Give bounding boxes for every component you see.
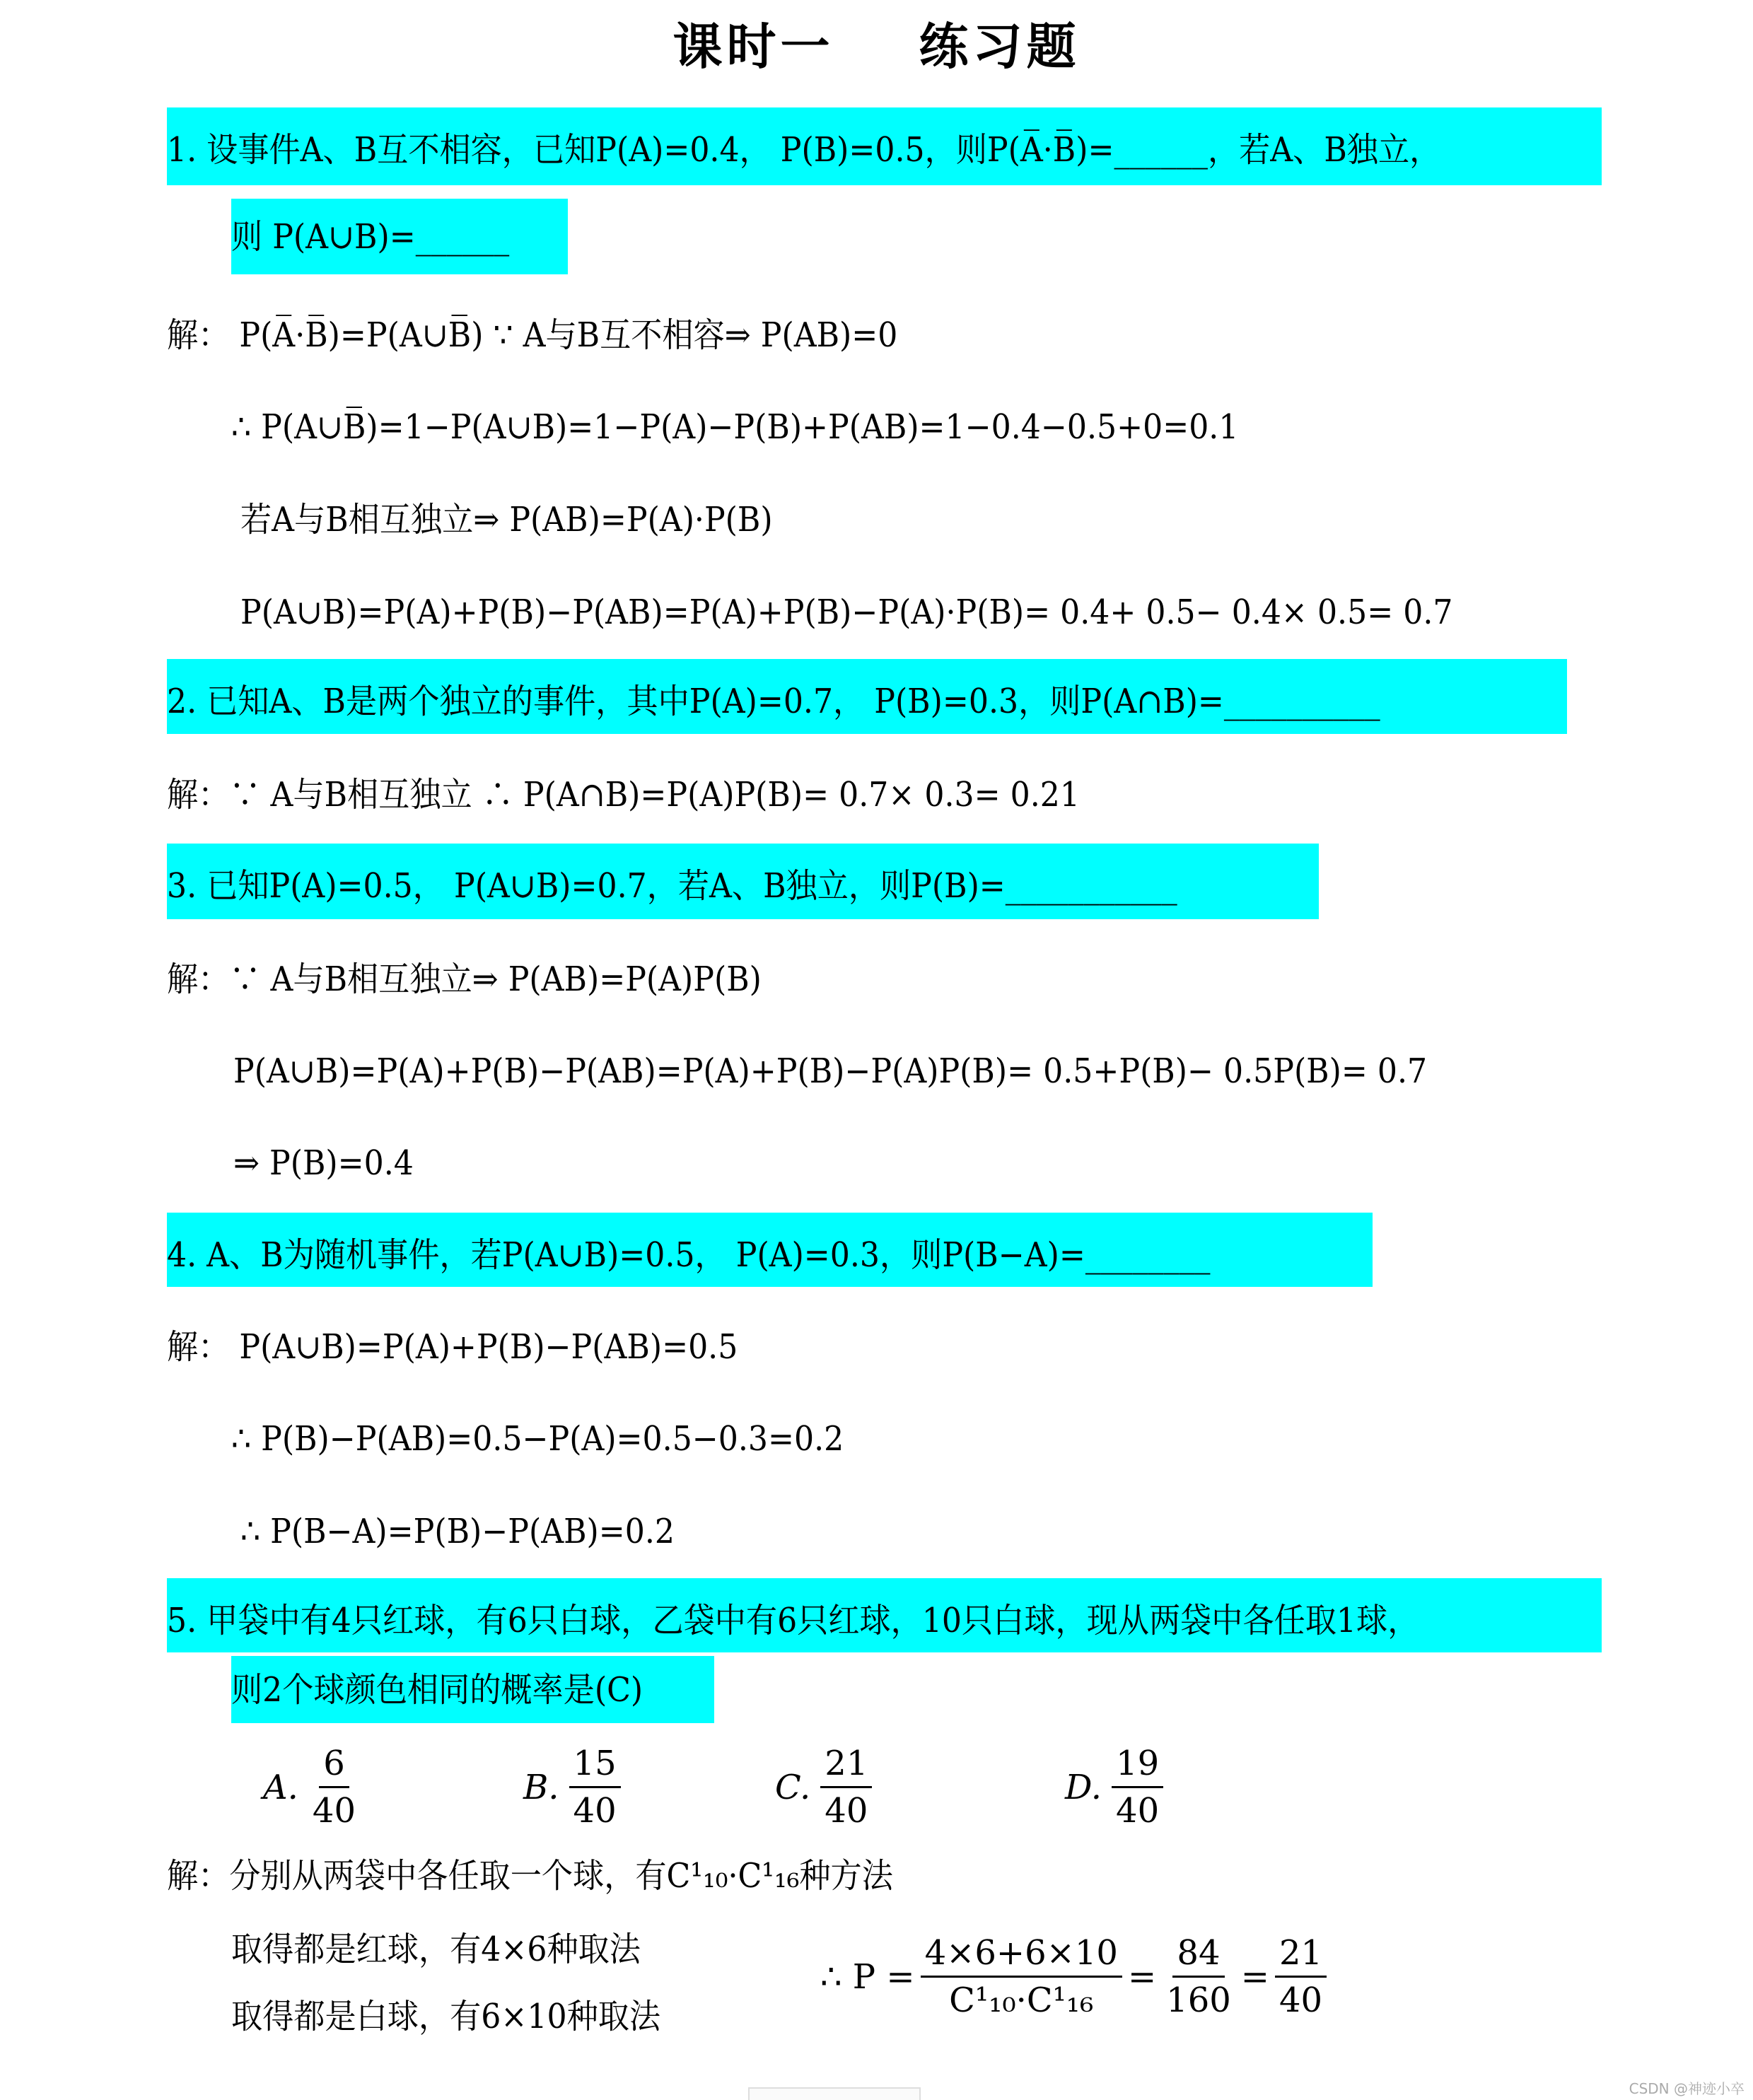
- solution-line: ∴ P(B)−P(AB)=0.5−P(A)=0.5−0.3=0.2: [231, 1419, 844, 1459]
- option-b: [523, 1741, 627, 1833]
- page-indicator-bar: [748, 2087, 921, 2100]
- solution-line: P(A∪B)=P(A)+P(B)−P(AB)=P(A)+P(B)−P(A)·P(B)= 0.4+ 0.5− 0.4× 0.5= 0.7: [240, 593, 1453, 632]
- numerator: 15: [569, 1741, 621, 1788]
- equals-sign: =: [1240, 1956, 1269, 1997]
- option-label: D.: [1065, 1767, 1102, 1807]
- solution-line: ∴ P(B−A)=P(B)−P(AB)=0.2: [240, 1512, 675, 1551]
- numerator: 21: [1275, 1930, 1327, 1978]
- question-5: 5. 甲袋中有4只红球，有6只白球，乙袋中有6只红球，10只白球，现从两袋中各任取1球，: [167, 1601, 1419, 1640]
- solution-line: 取得都是白球，有6×10种取法: [231, 1997, 661, 2036]
- solution-line: 解：∵ A与B相互独立⇒ P(AB)=P(A)P(B): [167, 959, 762, 999]
- question-2: 2. 已知A、B是两个独立的事件，其中P(A)=0.7， P(B)=0.3，则P(A∩B)=__________: [167, 682, 1380, 721]
- question-3: 3. 已知P(A)=0.5， P(A∪B)=0.7，若A、B独立，则P(B)=___________: [167, 866, 1177, 906]
- question-4: 4. A、B为随机事件，若P(A∪B)=0.5， P(A)=0.3，则P(B−A)=________: [167, 1235, 1211, 1275]
- option-a: [263, 1741, 366, 1833]
- question-1-cont: 则 P(A∪B)=______: [231, 217, 510, 257]
- denominator: 40: [312, 1791, 356, 1831]
- probability-formula: [820, 1930, 1332, 2023]
- question-5-cont: 则2个球颜色相同的概率是(C): [231, 1670, 643, 1710]
- title-part2: 练习题: [919, 18, 1081, 76]
- denominator: 40: [1279, 1981, 1323, 2020]
- solution-line: 取得都是红球，有4×6种取法: [231, 1930, 641, 1969]
- numerator: 21: [820, 1741, 872, 1788]
- solution-line: P(A∪B)=P(A)+P(B)−P(AB)=P(A)+P(B)−P(A)P(B)= 0.5+P(B)− 0.5P(B)= 0.7: [233, 1051, 1428, 1091]
- denominator: 40: [1116, 1791, 1160, 1831]
- denominator: 40: [825, 1791, 868, 1831]
- option-d: [1065, 1741, 1169, 1833]
- equals-sign: =: [1127, 1956, 1157, 1997]
- formula-prefix: ∴ P =: [820, 1956, 915, 1997]
- denominator: C¹₁₀·C¹₁₆: [949, 1981, 1094, 2020]
- denominator: 40: [573, 1791, 617, 1831]
- option-label: A.: [263, 1767, 298, 1807]
- option-label: B.: [523, 1767, 559, 1807]
- solution-line: 解：∵ A与B相互独立 ∴ P(A∩B)=P(A)P(B)= 0.7× 0.3= 0.21: [167, 775, 1081, 815]
- denominator: 160: [1166, 1981, 1231, 2020]
- watermark: CSDN @神迹小卒: [1629, 2080, 1745, 2097]
- solution-line: 解： P(A̅·B̅)=P(A∪B̅̅̅̅̅̅̅) ∵ A与B互不相容⇒ P(AB)=0: [167, 315, 898, 355]
- solution-line: 若A与B相互独立⇒ P(AB)=P(A)·P(B): [240, 500, 773, 539]
- question-1: 1. 设事件A、B互不相容，已知P(A)=0.4， P(B)=0.5，则P(A̅·B̅)=______，若A、B独立，: [167, 130, 1441, 170]
- numerator: 6: [319, 1741, 349, 1788]
- solution-line: 解： P(A∪B)=P(A)+P(B)−P(AB)=0.5: [167, 1327, 738, 1367]
- page-title: [0, 7, 1753, 78]
- title-part1: 课时一: [672, 18, 834, 76]
- solution-line: 解：分别从两袋中各任取一个球，有C¹₁₀·C¹₁₆种方法: [167, 1856, 893, 1896]
- solution-line: ∴ P(A∪B̅̅̅̅̅̅̅)=1−P(A∪B)=1−P(A)−P(B)+P(AB)=1−0.4−0.5+0=0.1: [231, 407, 1239, 447]
- solution-line: ⇒ P(B)=0.4: [233, 1143, 414, 1183]
- numerator: 84: [1172, 1930, 1224, 1978]
- numerator: 4×6+6×10: [921, 1930, 1122, 1978]
- option-label: C.: [775, 1767, 811, 1807]
- numerator: 19: [1112, 1741, 1163, 1788]
- option-c: [775, 1741, 878, 1833]
